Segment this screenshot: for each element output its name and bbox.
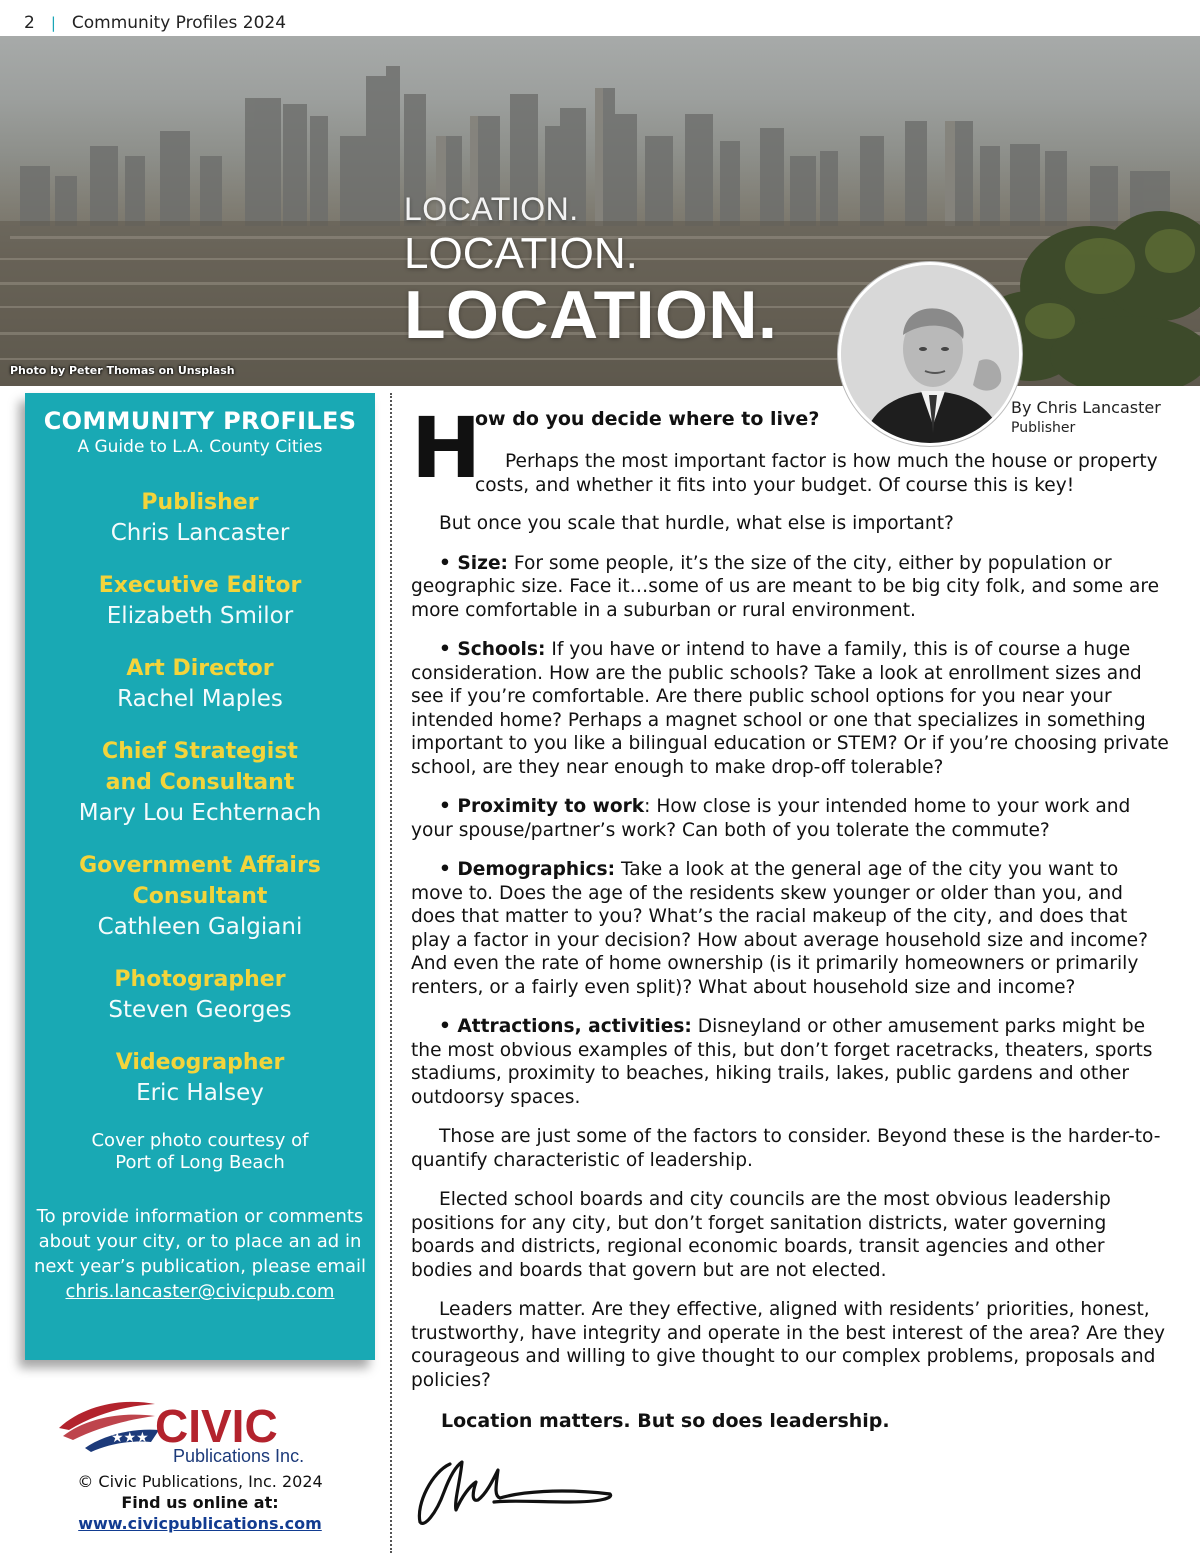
running-header (24, 10, 286, 36)
contact-line1: To provide information or comments (36, 1206, 364, 1227)
header-separator: | (50, 14, 56, 32)
contact-email-link[interactable]: chris.lancaster@civicpub.com (65, 1281, 335, 1302)
drop-cap: H (411, 399, 482, 497)
hero-title (404, 191, 778, 353)
paragraph-factors: Those are just some of the factors to consider. Beyond these is the harder-to-quantify characteristic of leadership. (411, 1126, 1161, 1171)
paragraph-leaders: Leaders matter. Are they effective, aligned with residents’ priorities, honest, trustworthy, have integrity and operate in the best interest of the area? Are they courageous and willing to give thought to our complex problems, proposals and policies? (411, 1299, 1166, 1391)
cover-note-line2: Port of Long Beach (115, 1152, 285, 1173)
signature-graphic (410, 1452, 620, 1532)
byline-role: Publisher (1011, 420, 1076, 436)
credit-art-director (25, 653, 375, 714)
credit-role: Chief Strategist (102, 739, 298, 764)
contact-line3: next year’s publication, please email (33, 1256, 367, 1277)
paragraph-hurdle: But once you scale that hurdle, what else is important? (439, 513, 954, 534)
copyright: © Civic Publications, Inc. 2024 (77, 1472, 323, 1491)
credit-photographer (25, 964, 375, 1025)
credit-publisher (25, 487, 375, 548)
contact-line2: about your city, or to place an ad in (38, 1231, 362, 1252)
bullet-proximity-to-work (411, 795, 1171, 842)
credit-name: Chris Lancaster (110, 520, 290, 546)
closing-line: Location matters. But so does leadership. (441, 1410, 890, 1432)
column-divider (390, 393, 392, 1553)
credit-name: Eric Halsey (136, 1080, 264, 1106)
photo-credit: Photo by Peter Thomas on Unsplash (10, 364, 235, 377)
bullet-demographics (411, 858, 1171, 999)
credit-name: Cathleen Galgiani (97, 914, 303, 940)
bullet-text: Take a look at the general age of the city you want to move to. Does the age of the residents skew younger or older than you, and does that matter to you? What’s the racial makeup of the city, and does that play a factor in your decision? How about average household size and income? And even the rate of home ownership (is it primarily homeowners or primarily renters, or a fairly even split)? What about household size and income? (411, 859, 1148, 998)
bullet-text: For some people, it’s the size of the city, either by population or geographic size. Face it…some of us are meant to be big city folk, and some are more comfortable in a suburban or rural environment. (411, 552, 1160, 621)
bullet-label: • Attractions, activities: (439, 1016, 692, 1037)
bullet-schools (411, 638, 1171, 779)
credit-role: Photographer (114, 967, 286, 992)
paragraph-elected: Elected school boards and city councils are the most obvious leadership positions for any city, but don’t forget sanitation districts, water governing boards and districts, regional economic boards, transit agencies and other bodies and boards that govern but are not elected. (411, 1189, 1111, 1281)
civic-publications-logo (55, 1390, 345, 1466)
credit-name: Steven Georges (108, 997, 292, 1023)
byline-author: By Chris Lancaster (1011, 398, 1161, 417)
hero-title-line2: LOCATION. (404, 229, 638, 278)
credit-executive-editor (25, 570, 375, 631)
credit-government-affairs (25, 850, 375, 942)
credit-role-line2: Consultant (132, 884, 268, 909)
credit-name: Elizabeth Smilor (106, 603, 294, 629)
credit-chief-strategist (25, 736, 375, 828)
credit-role: Executive Editor (98, 573, 302, 598)
cover-note-line1: Cover photo courtesy of (91, 1130, 309, 1151)
bullet-attractions (411, 1015, 1171, 1109)
credit-role: Publisher (141, 490, 259, 515)
bullet-label: • Demographics: (439, 859, 616, 880)
find-us-label: Find us online at: (121, 1493, 279, 1512)
bullet-label: • Schools: (439, 639, 546, 660)
lead-question: ow do you decide where to live? (475, 408, 820, 430)
logo-stars: ★★★ (111, 1430, 149, 1446)
credit-name: Rachel Maples (117, 686, 283, 712)
hero-cityscape-photo (0, 36, 1200, 386)
credit-role: Art Director (126, 656, 274, 681)
hero-title-line3: LOCATION. (404, 277, 778, 353)
masthead-sidebar (25, 393, 375, 1360)
publication-title: Community Profiles 2024 (71, 13, 287, 33)
credit-videographer (25, 1047, 375, 1108)
logo-tagline: Publications Inc. (173, 1446, 305, 1466)
credit-role-line2: and Consultant (105, 770, 295, 795)
bullet-label: • Size: (439, 552, 508, 574)
sidebar-subtitle: A Guide to L.A. County Cities (77, 437, 323, 457)
credit-role: Government Affairs (79, 853, 321, 878)
logo-wordmark: CIVIC (155, 1400, 278, 1452)
credit-name: Mary Lou Echternach (78, 800, 322, 826)
footer-info (25, 1471, 375, 1534)
bullet-text: If you have or intend to have a family, this is of course a huge consideration. How are the public schools? Take a look at enrollment sizes and see if you’re comfortable. Are there public school options for you near your intended home? Perhaps a magnet school or one that specializes in something important to you like a bilingual education or STEM? Or if you’re choosing private school, are they near enough to make drop-off tolerable? (411, 639, 1169, 778)
bullet-label: • Proximity to work (439, 796, 645, 817)
page-number: 2 (24, 13, 35, 33)
bullet-text: : How close is your intended home to your work and your spouse/partner’s work? Can both of you tolerate the commute? (411, 796, 1131, 841)
contact-info (25, 1204, 375, 1304)
website-link[interactable]: www.civicpublications.com (78, 1514, 322, 1533)
bullet-text: Disneyland or other amusement parks might be the most obvious examples of this, but don’t forget racetracks, theaters, sports stadiums, proximity to beaches, hiking trails, lakes, public gardens and other outdoorsy spaces. (411, 1016, 1153, 1108)
staff-credits (25, 487, 375, 1108)
sidebar-title: COMMUNITY PROFILES (43, 407, 357, 435)
cover-photo-note (25, 1130, 375, 1174)
credit-role: Videographer (115, 1050, 285, 1075)
bullet-size (411, 552, 1171, 623)
lead-paragraph: Perhaps the most important factor is how much the house or property costs, and whether it fits into your budget. Of course this is key! (475, 451, 1158, 496)
hero-title-line1: LOCATION. (404, 191, 579, 227)
